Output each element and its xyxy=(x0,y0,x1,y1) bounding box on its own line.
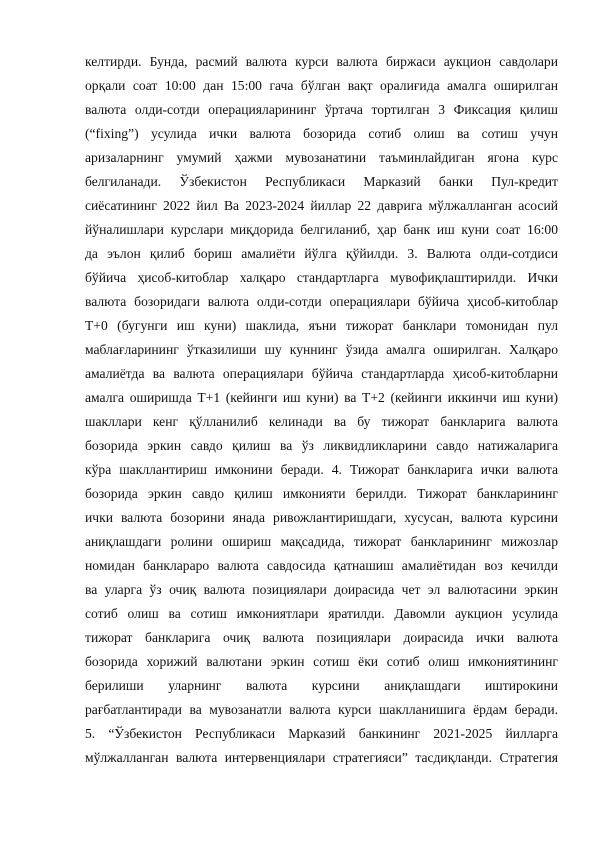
text-line: келтирди. Бунда, расмий валюта курси валюта биржаси аукцион савдолари xyxy=(85,54,558,69)
text-line: Т+0 (бугунги иш куни) шаклида, яъни тижорат банклари томонидан пул xyxy=(85,318,558,333)
text-line: белгиланади. Ўзбекистон Республикаси Марказий банки Пул-кредит xyxy=(85,174,558,189)
text-line: тижорат банкларига очиқ валюта позициялари доирасида ички валюта xyxy=(85,630,558,645)
text-line: сиёсатининг 2022 йил Ва 2023-2024 йиллар 22 даврига мўлжалланган асосий xyxy=(85,198,558,213)
text-line: 5. “Ўзбекистон Республикаси Марказий банкининг 2021-2025 йилларга xyxy=(85,726,558,741)
document-body xyxy=(85,50,558,770)
text-line: аниқлашдаги ролини ошириш мақсадида, тижорат банкларининг мижозлар xyxy=(85,534,558,549)
text-line: (“fixing”) усулида ички валюта бозорида сотиб олиш ва сотиш учун xyxy=(85,126,558,141)
text-line: рағбатлантиради ва мувозанатли валюта курси шаклланишига ёрдам беради. xyxy=(85,702,558,717)
text-line: шакллари кенг қўлланилиб келинади ва бу тижорат банкларига валюта xyxy=(85,414,558,429)
text-line: ва уларга ўз очиқ валюта позициялари доирасида чет эл валютасини эркин xyxy=(85,582,558,597)
text-line: да эълон қилиб бориш амалиёти йўлга қўйилди. 3. Валюта олди-сотдиси xyxy=(85,246,558,261)
text-line: ички валюта бозорини янада ривожлантиришдаги, хусусан, валюта курсини xyxy=(85,510,558,525)
text-line: сотиб олиш ва сотиш имкониятлари яратилди. Давомли аукцион усулида xyxy=(85,606,558,621)
text-line: мўлжалланган валюта интервенциялари стратегияси” тасдиқланди. Стратегия xyxy=(85,750,558,765)
text-line: бозорида хорижий валютани эркин сотиш ёки сотиб олиш имкониятининг xyxy=(85,654,558,669)
text-line: бозорида эркин савдо қилиш ва ўз ликвидликларини савдо натижаларига xyxy=(85,438,558,453)
text-line: амалга оширишда Т+1 (кейинги иш куни) ва Т+2 (кейинги иккинчи иш куни) xyxy=(85,390,558,405)
text-line: валюта олди-сотди операцияларининг ўртача тортилган 3 Фиксация қилиш xyxy=(85,102,558,117)
text-line: бозорида эркин савдо қилиш имконияти берилди. Тижорат банкларининг xyxy=(85,486,558,501)
text-line: бўйича ҳисоб-китоблар халқаро стандартларга мувофиқлаштирилди. Ички xyxy=(85,270,558,285)
text-line: орқали соат 10:00 дан 15:00 гача бўлган вақт оралиғида амалга оширилган xyxy=(85,78,558,93)
text-line: номидан банклараро валюта савдосида қатнашиш амалиётидан воз кечилди xyxy=(85,558,558,573)
text-line: аризаларнинг умумий ҳажми мувозанатини таъминлайдиган ягона курс xyxy=(85,150,558,165)
text-line: кўра шакллантириш имконини беради. 4. Тижорат банкларига ички валюта xyxy=(85,462,558,477)
text-line: берилиши уларнинг валюта курсини аниқлашдаги иштирокини xyxy=(85,678,558,693)
text-line: йўналишлари курслари миқдорида белгиланиб, ҳар банк иш куни соат 16:00 xyxy=(85,222,558,237)
text-line: амалиётда ва валюта операциялари бўйича стандартларда ҳисоб-китобларни xyxy=(85,366,558,381)
text-line: маблағларининг ўтказилиши шу куннинг ўзида амалга оширилган. Халқаро xyxy=(85,342,558,357)
text-line: валюта бозоридаги валюта олди-сотди операциялари бўйича ҳисоб-китоблар xyxy=(85,294,558,309)
